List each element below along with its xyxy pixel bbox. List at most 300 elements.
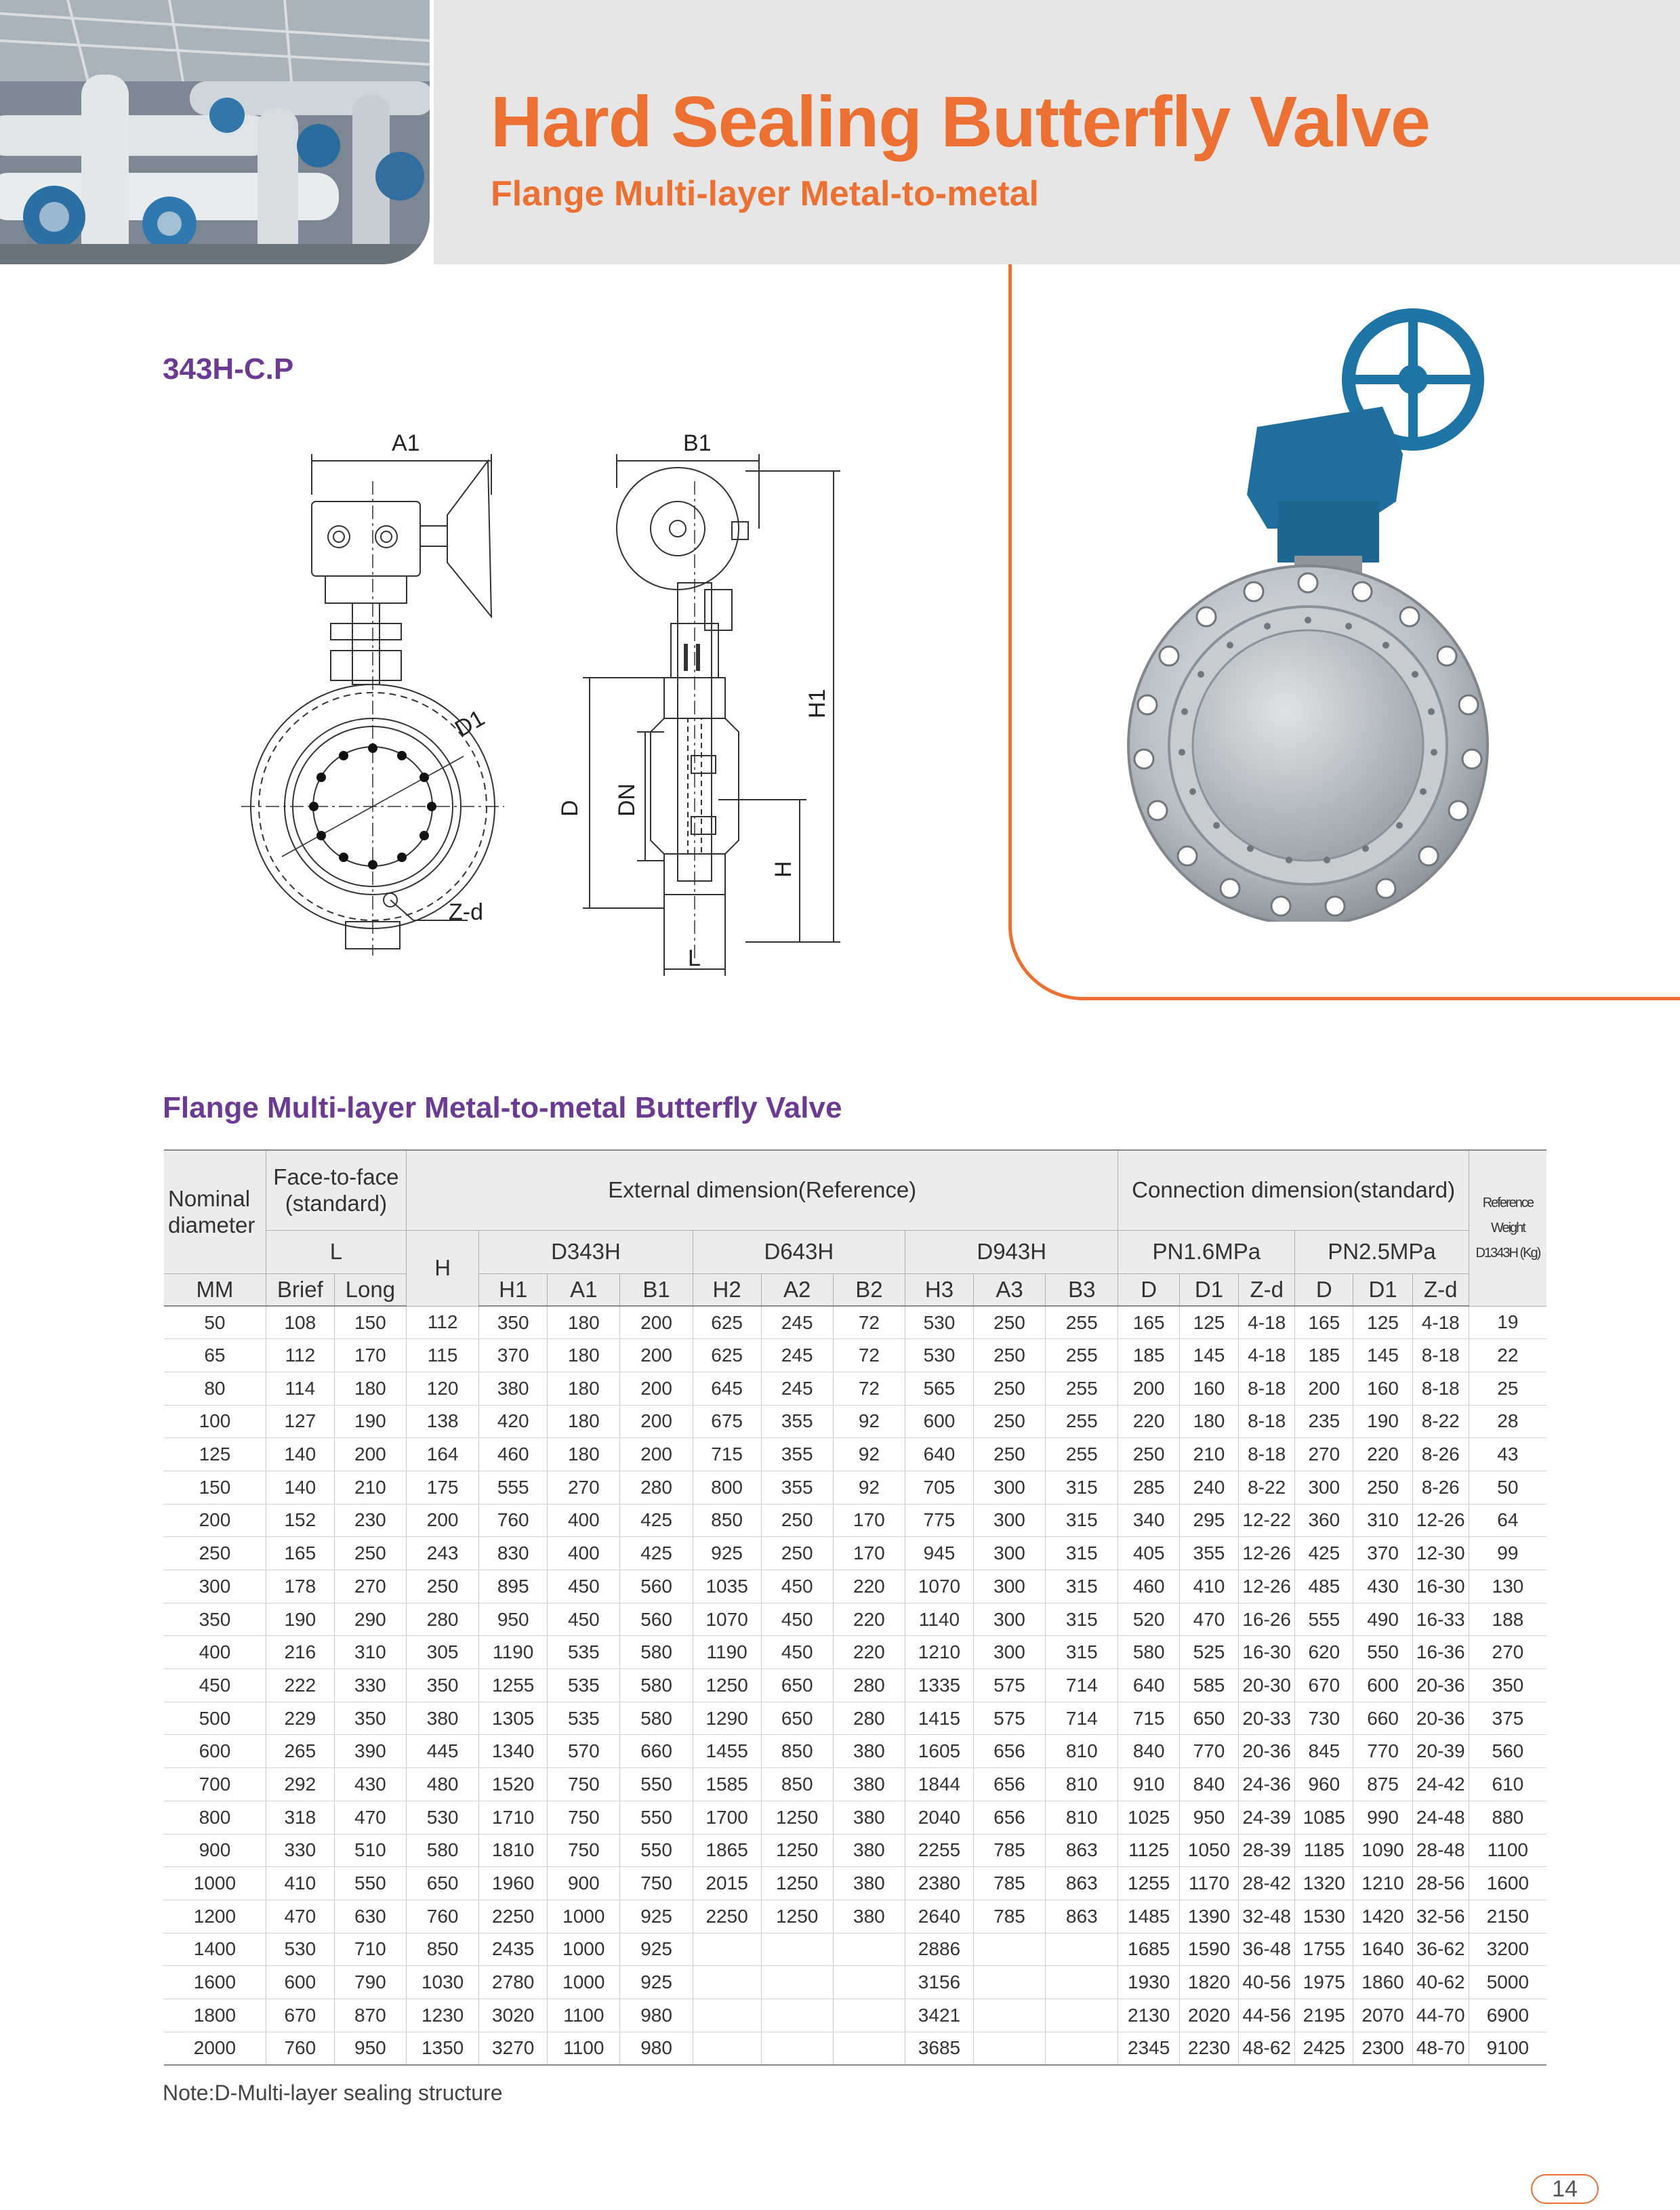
- table-cell: 255: [1046, 1438, 1118, 1471]
- table-cell: 430: [334, 1768, 406, 1801]
- table-cell: 165: [1295, 1306, 1353, 1339]
- table-cell: 945: [905, 1537, 973, 1570]
- table-cell: 790: [334, 1966, 406, 1999]
- table-cell: 250: [973, 1405, 1045, 1438]
- table-cell: 140: [266, 1471, 334, 1504]
- table-cell: 575: [973, 1702, 1045, 1735]
- table-cell: 430: [1353, 1570, 1412, 1603]
- table-cell: 2195: [1295, 1999, 1353, 2032]
- table-cell: 300: [973, 1636, 1045, 1669]
- table-cell: 36-48: [1239, 1933, 1295, 1966]
- table-cell: 250: [164, 1537, 266, 1570]
- table-cell: 250: [973, 1339, 1045, 1372]
- table-cell: 400: [548, 1504, 620, 1537]
- table-cell: 200: [620, 1339, 693, 1372]
- table-cell: 950: [334, 2032, 406, 2065]
- table-cell: 108: [266, 1306, 334, 1339]
- table-cell: 20-30: [1239, 1669, 1295, 1702]
- table-cell: 112: [266, 1339, 334, 1372]
- table-cell: 9100: [1469, 2032, 1546, 2065]
- section-title: Flange Multi-layer Metal-to-metal Butterfly Valve: [163, 1091, 842, 1124]
- table-row: [164, 1867, 1546, 1900]
- table-cell: 310: [1353, 1504, 1412, 1537]
- table-cell: 130: [1469, 1570, 1546, 1603]
- table-cell: 32-48: [1239, 1900, 1295, 1933]
- header-l: L: [266, 1230, 406, 1273]
- table-cell: 160: [1353, 1372, 1412, 1405]
- table-cell: 1025: [1118, 1801, 1179, 1834]
- header-pn16: PN1.6MPa: [1118, 1230, 1295, 1273]
- table-cell: 355: [1179, 1537, 1238, 1570]
- table-cell: 112: [406, 1306, 478, 1339]
- table-cell: 350: [334, 1702, 406, 1735]
- table-cell: 520: [1118, 1603, 1179, 1636]
- table-cell: 2380: [905, 1867, 973, 1900]
- table-cell: 600: [1353, 1669, 1412, 1702]
- table-cell: 1200: [164, 1900, 266, 1933]
- table-cell: 380: [833, 1735, 905, 1768]
- table-cell: 8-26: [1412, 1471, 1469, 1504]
- table-cell: 550: [1353, 1636, 1412, 1669]
- table-cell: 200: [620, 1405, 693, 1438]
- header-external-dimension: External dimension(Reference): [406, 1150, 1118, 1230]
- table-cell: 16-30: [1412, 1570, 1469, 1603]
- table-cell: [973, 1999, 1045, 2032]
- table-cell: 1255: [1118, 1867, 1179, 1900]
- table-cell: 140: [266, 1438, 334, 1471]
- table-cell: 550: [620, 1834, 693, 1867]
- table-cell: 222: [266, 1669, 334, 1702]
- header-d643h: D643H: [693, 1230, 905, 1273]
- table-cell: 185: [1118, 1339, 1179, 1372]
- table-cell: 380: [833, 1867, 905, 1900]
- label-h: H: [771, 861, 796, 878]
- table-row: [164, 1570, 1546, 1603]
- table-cell: 243: [406, 1537, 478, 1570]
- table-cell: 92: [833, 1438, 905, 1471]
- table-row: [164, 1339, 1546, 1372]
- table-cell: 270: [1469, 1636, 1546, 1669]
- header-zd-pn16: Z-d: [1239, 1273, 1295, 1306]
- table-cell: 925: [620, 1966, 693, 1999]
- table-cell: 180: [334, 1372, 406, 1405]
- table-cell: 810: [1046, 1801, 1118, 1834]
- table-cell: 72: [833, 1306, 905, 1339]
- table-cell: 400: [548, 1537, 620, 1570]
- table-cell: 980: [620, 2032, 693, 2065]
- table-cell: 480: [406, 1768, 478, 1801]
- table-cell: 4-18: [1412, 1306, 1469, 1339]
- table-cell: 450: [164, 1669, 266, 1702]
- table-cell: 125: [1179, 1306, 1238, 1339]
- table-cell: 24-48: [1412, 1801, 1469, 1834]
- table-cell: 24-36: [1239, 1768, 1295, 1801]
- table-cell: 145: [1179, 1339, 1238, 1372]
- table-cell: 170: [833, 1537, 905, 1570]
- table-cell: 380: [833, 1801, 905, 1834]
- table-cell: 760: [479, 1504, 548, 1537]
- table-cell: 1930: [1118, 1966, 1179, 1999]
- table-cell: 92: [833, 1471, 905, 1504]
- table-cell: 12-26: [1412, 1504, 1469, 1537]
- table-cell: 50: [1469, 1471, 1546, 1504]
- table-cell: 375: [1469, 1702, 1546, 1735]
- table-cell: 535: [548, 1702, 620, 1735]
- header-mm: MM: [164, 1273, 266, 1306]
- table-cell: 710: [334, 1933, 406, 1966]
- table-cell: 305: [406, 1636, 478, 1669]
- table-cell: 1860: [1353, 1966, 1412, 1999]
- table-cell: 250: [1118, 1438, 1179, 1471]
- header-d-pn25: D: [1295, 1273, 1353, 1306]
- table-cell: 1190: [693, 1636, 761, 1669]
- table-cell: 40-62: [1412, 1966, 1469, 1999]
- table-cell: 360: [1295, 1504, 1353, 1537]
- table-cell: 300: [1295, 1471, 1353, 1504]
- table-cell: 620: [1295, 1636, 1353, 1669]
- table-cell: 670: [266, 1999, 334, 2032]
- table-cell: 410: [266, 1867, 334, 1900]
- table-cell: 1030: [406, 1966, 478, 1999]
- table-cell: 1700: [693, 1801, 761, 1834]
- table-cell: 845: [1295, 1735, 1353, 1768]
- table-cell: 450: [761, 1636, 833, 1669]
- table-cell: 43: [1469, 1438, 1546, 1471]
- table-cell: 1400: [164, 1933, 266, 1966]
- table-row: [164, 1438, 1546, 1471]
- table-cell: 2150: [1469, 1900, 1546, 1933]
- table-cell: 660: [620, 1735, 693, 1768]
- table-cell: 850: [693, 1504, 761, 1537]
- table-cell: [833, 2032, 905, 2065]
- table-cell: 650: [761, 1669, 833, 1702]
- table-cell: 1865: [693, 1834, 761, 1867]
- table-cell: 2255: [905, 1834, 973, 1867]
- table-cell: 656: [973, 1801, 1045, 1834]
- table-cell: 750: [548, 1801, 620, 1834]
- table-cell: 220: [1118, 1405, 1179, 1438]
- table-cell: 960: [1295, 1768, 1353, 1801]
- table-cell: 500: [164, 1702, 266, 1735]
- table-cell: 785: [973, 1834, 1045, 1867]
- table-cell: 1975: [1295, 1966, 1353, 1999]
- table-cell: 300: [973, 1570, 1045, 1603]
- table-cell: 770: [1353, 1735, 1412, 1768]
- table-cell: 175: [406, 1471, 478, 1504]
- table-cell: [761, 2032, 833, 2065]
- table-cell: 250: [973, 1438, 1045, 1471]
- table-cell: 650: [1179, 1702, 1238, 1735]
- table-cell: [833, 1966, 905, 1999]
- table-cell: 220: [1353, 1438, 1412, 1471]
- table-row: [164, 1768, 1546, 1801]
- table-cell: 950: [1179, 1801, 1238, 1834]
- table-cell: 165: [1118, 1306, 1179, 1339]
- table-cell: 880: [1469, 1801, 1546, 1834]
- page-subtitle: Flange Multi-layer Metal-to-metal: [491, 174, 1039, 213]
- table-cell: 1100: [1469, 1834, 1546, 1867]
- table-cell: 36-62: [1412, 1933, 1469, 1966]
- table-cell: 1100: [548, 1999, 620, 2032]
- table-cell: 20-39: [1412, 1735, 1469, 1768]
- table-cell: 625: [693, 1339, 761, 1372]
- table-cell: 250: [761, 1504, 833, 1537]
- table-cell: 125: [164, 1438, 266, 1471]
- table-cell: 3685: [905, 2032, 973, 2065]
- header-d343h: D343H: [479, 1230, 693, 1273]
- table-cell: 645: [693, 1372, 761, 1405]
- table-cell: 840: [1179, 1768, 1238, 1801]
- table-cell: 580: [620, 1636, 693, 1669]
- table-cell: 1000: [548, 1966, 620, 1999]
- table-cell: 1230: [406, 1999, 478, 2032]
- table-header-row-2: [164, 1230, 1546, 1273]
- table-cell: 315: [1046, 1636, 1118, 1669]
- table-cell: 255: [1046, 1405, 1118, 1438]
- table-cell: 285: [1118, 1471, 1179, 1504]
- table-cell: 1340: [479, 1735, 548, 1768]
- table-cell: 560: [1469, 1735, 1546, 1768]
- table-cell: 64: [1469, 1504, 1546, 1537]
- table-cell: 450: [548, 1570, 620, 1603]
- table-cell: 8-18: [1239, 1372, 1295, 1405]
- table-cell: 32-56: [1412, 1900, 1469, 1933]
- table-cell: 190: [334, 1405, 406, 1438]
- table-cell: 863: [1046, 1867, 1118, 1900]
- table-cell: 16-30: [1239, 1636, 1295, 1669]
- table-cell: 470: [1179, 1603, 1238, 1636]
- header-pipeline-photo: [0, 0, 430, 264]
- table-cell: 535: [548, 1669, 620, 1702]
- spec-table: [164, 1149, 1546, 2066]
- table-cell: 1590: [1179, 1933, 1238, 1966]
- table-row: [164, 1504, 1546, 1537]
- table-cell: 1640: [1353, 1933, 1412, 1966]
- table-cell: 44-70: [1412, 1999, 1469, 2032]
- table-cell: 8-18: [1412, 1372, 1469, 1405]
- table-cell: 145: [1353, 1339, 1412, 1372]
- table-cell: 625: [693, 1306, 761, 1339]
- table-cell: 1125: [1118, 1834, 1179, 1867]
- table-cell: 900: [548, 1867, 620, 1900]
- table-cell: 28-39: [1239, 1834, 1295, 1867]
- table-cell: [693, 2032, 761, 2065]
- table-cell: 255: [1046, 1372, 1118, 1405]
- table-cell: 3156: [905, 1966, 973, 1999]
- table-cell: 445: [406, 1735, 478, 1768]
- table-cell: 350: [479, 1306, 548, 1339]
- table-cell: 1710: [479, 1801, 548, 1834]
- table-cell: 1050: [1179, 1834, 1238, 1867]
- table-cell: 3020: [479, 1999, 548, 2032]
- table-cell: 200: [164, 1504, 266, 1537]
- table-cell: 185: [1295, 1339, 1353, 1372]
- table-cell: 170: [833, 1504, 905, 1537]
- table-cell: 1250: [761, 1834, 833, 1867]
- table-cell: 180: [548, 1405, 620, 1438]
- table-cell: 48-70: [1412, 2032, 1469, 2065]
- table-cell: 16-26: [1239, 1603, 1295, 1636]
- header-nominal-diameter: Nominal diameter: [164, 1150, 266, 1273]
- table-cell: 460: [1118, 1570, 1179, 1603]
- technical-drawing: [230, 420, 867, 989]
- table-cell: 200: [620, 1438, 693, 1471]
- header-h3: H3: [905, 1273, 973, 1306]
- table-cell: 1185: [1295, 1834, 1353, 1867]
- table-cell: 178: [266, 1570, 334, 1603]
- table-row: [164, 1537, 1546, 1570]
- table-cell: 280: [406, 1603, 478, 1636]
- header-b1: B1: [620, 1273, 693, 1306]
- table-cell: 300: [973, 1603, 1045, 1636]
- header-reference-weight: Reference Weight D1343H (Kg): [1469, 1150, 1546, 1306]
- label-h1: H1: [804, 689, 830, 718]
- table-cell: 1455: [693, 1735, 761, 1768]
- table-cell: 1000: [164, 1867, 266, 1900]
- table-cell: 785: [973, 1900, 1045, 1933]
- table-cell: [761, 1933, 833, 1966]
- table-cell: 390: [334, 1735, 406, 1768]
- table-cell: 700: [164, 1768, 266, 1801]
- header-pn25: PN2.5MPa: [1295, 1230, 1469, 1273]
- header-brief: Brief: [266, 1273, 334, 1306]
- table-cell: 1000: [548, 1933, 620, 1966]
- table-cell: 810: [1046, 1768, 1118, 1801]
- table-cell: 8-18: [1239, 1438, 1295, 1471]
- page-number: 14: [1552, 2175, 1578, 2202]
- table-cell: 1600: [164, 1966, 266, 1999]
- table-row: [164, 1702, 1546, 1735]
- table-cell: 656: [973, 1735, 1045, 1768]
- page-number-badge: [1531, 2174, 1599, 2204]
- table-cell: 100: [164, 1405, 266, 1438]
- header-a1: A1: [548, 1273, 620, 1306]
- table-cell: 2250: [693, 1900, 761, 1933]
- table-cell: 50: [164, 1306, 266, 1339]
- table-cell: 570: [548, 1735, 620, 1768]
- table-cell: 3421: [905, 1999, 973, 2032]
- table-cell: 580: [1118, 1636, 1179, 1669]
- table-cell: 650: [761, 1702, 833, 1735]
- table-cell: 485: [1295, 1570, 1353, 1603]
- table-cell: 3270: [479, 2032, 548, 2065]
- header-b3: B3: [1046, 1273, 1118, 1306]
- table-cell: 585: [1179, 1669, 1238, 1702]
- table-cell: 2015: [693, 1867, 761, 1900]
- table-cell: 250: [334, 1537, 406, 1570]
- table-cell: 28-48: [1412, 1834, 1469, 1867]
- table-cell: 656: [973, 1768, 1045, 1801]
- table-cell: 150: [334, 1306, 406, 1339]
- table-cell: 250: [1353, 1471, 1412, 1504]
- table-cell: 24-39: [1239, 1801, 1295, 1834]
- table-row: [164, 1735, 1546, 1768]
- table-cell: 1810: [479, 1834, 548, 1867]
- table-cell: 775: [905, 1504, 973, 1537]
- table-cell: 229: [266, 1702, 334, 1735]
- table-cell: 8-22: [1239, 1471, 1295, 1504]
- table-cell: 2250: [479, 1900, 548, 1933]
- table-cell: 380: [479, 1372, 548, 1405]
- table-cell: 1100: [548, 2032, 620, 2065]
- table-cell: 425: [620, 1537, 693, 1570]
- table-cell: 300: [973, 1537, 1045, 1570]
- table-cell: 1820: [1179, 1966, 1238, 1999]
- table-cell: 2435: [479, 1933, 548, 1966]
- table-cell: 550: [620, 1768, 693, 1801]
- table-cell: 310: [334, 1636, 406, 1669]
- header-long: Long: [334, 1273, 406, 1306]
- table-row: [164, 1999, 1546, 2032]
- table-cell: 340: [1118, 1504, 1179, 1537]
- table-cell: 555: [1295, 1603, 1353, 1636]
- table-cell: [833, 1933, 905, 1966]
- table-cell: 530: [905, 1339, 973, 1372]
- table-cell: 1350: [406, 2032, 478, 2065]
- table-cell: 127: [266, 1405, 334, 1438]
- table-cell: 1085: [1295, 1801, 1353, 1834]
- table-cell: 180: [548, 1306, 620, 1339]
- table-cell: 245: [761, 1339, 833, 1372]
- label-d: D: [557, 800, 583, 817]
- table-cell: 1530: [1295, 1900, 1353, 1933]
- table-cell: 2640: [905, 1900, 973, 1933]
- table-row: [164, 1966, 1546, 1999]
- table-cell: 530: [905, 1306, 973, 1339]
- table-cell: 550: [334, 1867, 406, 1900]
- table-cell: 380: [833, 1768, 905, 1801]
- table-cell: 250: [973, 1372, 1045, 1405]
- table-cell: 1320: [1295, 1867, 1353, 1900]
- table-cell: 1090: [1353, 1834, 1412, 1867]
- label-b1: B1: [683, 430, 712, 456]
- table-cell: 216: [266, 1636, 334, 1669]
- table-cell: 315: [1046, 1504, 1118, 1537]
- label-l: L: [688, 945, 701, 971]
- table-cell: 265: [266, 1735, 334, 1768]
- table-row: [164, 1405, 1546, 1438]
- table-cell: 560: [620, 1570, 693, 1603]
- table-cell: 750: [548, 1834, 620, 1867]
- table-cell: 20-36: [1412, 1669, 1469, 1702]
- table-row: [164, 1801, 1546, 1834]
- table-cell: 230: [334, 1504, 406, 1537]
- table-cell: 1335: [905, 1669, 973, 1702]
- table-cell: 6900: [1469, 1999, 1546, 2032]
- table-cell: 28-42: [1239, 1867, 1295, 1900]
- table-cell: 675: [693, 1405, 761, 1438]
- table-cell: 1140: [905, 1603, 973, 1636]
- table-cell: 270: [548, 1471, 620, 1504]
- header-d1-pn25: D1: [1353, 1273, 1412, 1306]
- table-cell: 125: [1353, 1306, 1412, 1339]
- table-cell: 555: [479, 1471, 548, 1504]
- label-dn: DN: [614, 783, 640, 817]
- header-d1-pn16: D1: [1179, 1273, 1238, 1306]
- label-d1: D1: [451, 705, 489, 742]
- table-cell: 1070: [905, 1570, 973, 1603]
- model-label: 343H-C.P: [163, 352, 294, 386]
- table-cell: 44-56: [1239, 1999, 1295, 2032]
- table-cell: 1000: [548, 1900, 620, 1933]
- table-cell: 760: [406, 1900, 478, 1933]
- table-cell: 22: [1469, 1339, 1546, 1372]
- table-cell: 925: [620, 1933, 693, 1966]
- table-cell: 220: [833, 1603, 905, 1636]
- header-d-pn16: D: [1118, 1273, 1179, 1306]
- table-cell: 2070: [1353, 1999, 1412, 2032]
- table-cell: 575: [973, 1669, 1045, 1702]
